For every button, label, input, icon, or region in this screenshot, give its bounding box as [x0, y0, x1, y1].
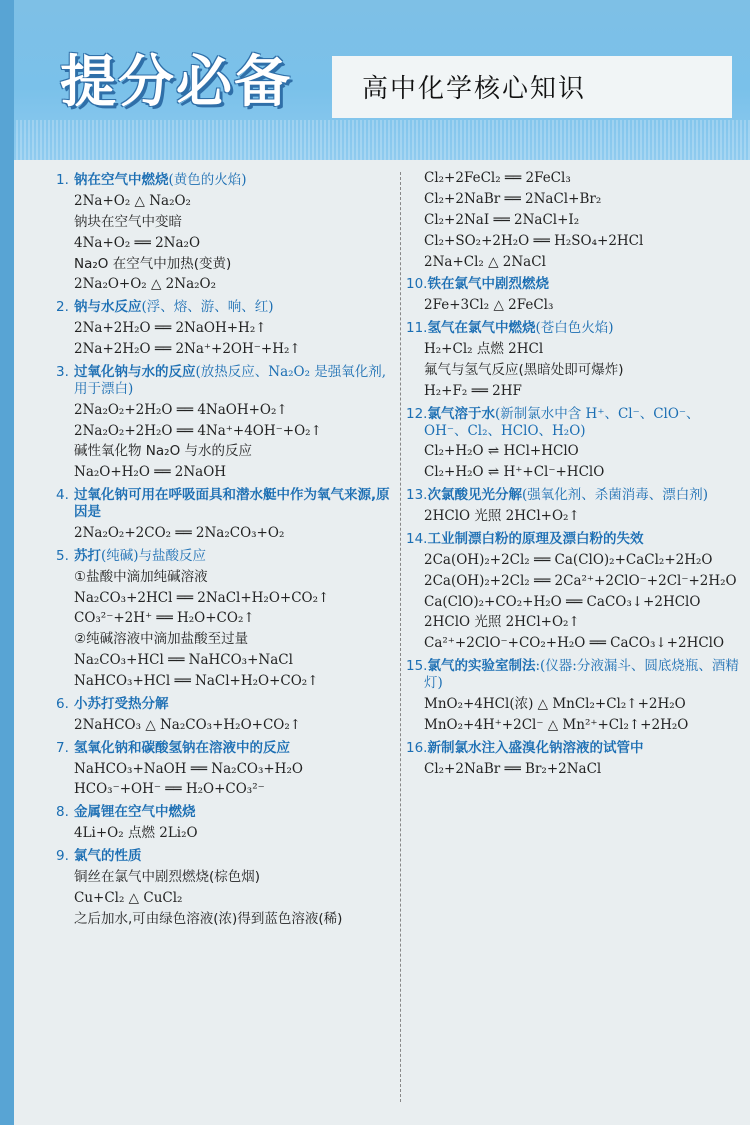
page-edge — [0, 0, 14, 1125]
section-heading: 氯气溶于水 — [427, 405, 495, 422]
equation: 2HClO 光照 2HCl+O₂↑ — [424, 614, 580, 631]
section-number: 14. — [406, 530, 428, 547]
section-title — [406, 740, 740, 757]
note-text: 之后加水,可由绿色溶液(浓)得到蓝色溶液(稀) — [74, 910, 343, 927]
note-text: ②纯碱溶液中滴加盐酸至过量 — [74, 631, 249, 648]
section-note: (黄色的火焰) — [168, 172, 247, 188]
section-heading: 氢氧化钠和碳酸氢钠在溶液中的反应 — [74, 739, 290, 756]
equation: 2Na+2H₂O ══ 2Na⁺+2OH⁻+H₂↑ — [74, 341, 301, 357]
equation: 2NaHCO₃ △ Na₂CO₃+H₂O+CO₂↑ — [74, 716, 302, 733]
section-title — [56, 804, 390, 821]
section-heading: 铁在氯气中剧烈燃烧 — [427, 276, 549, 293]
equation: 2Ca(OH)₂+2Cl₂ ══ Ca(ClO)₂+CaCl₂+2H₂O — [424, 551, 713, 568]
equation: 2Na+O₂ △ Na₂O₂ — [74, 192, 191, 209]
section-title — [56, 848, 390, 865]
section-title — [56, 172, 390, 189]
equation: Ca²⁺+2ClO⁻+CO₂+H₂O ══ CaCO₃↓+2HClO — [424, 635, 725, 652]
note-text: 铜丝在氯气中剧烈燃烧(棕色烟) — [74, 868, 261, 885]
section-title — [406, 658, 740, 692]
section-heading: 新制氯水注入盛溴化钠溶液的试管中 — [427, 739, 644, 756]
equation: Cl₂+2FeCl₂ ══ 2FeCl₃ — [424, 170, 571, 186]
section-number: 2. — [56, 299, 69, 316]
equation: MnO₂+4H⁺+2Cl⁻ △ Mn²⁺+Cl₂↑+2H₂O — [424, 716, 689, 733]
equation: H₂+F₂ ══ 2HF — [424, 382, 522, 399]
section-number: 16. — [406, 739, 428, 756]
right-column — [406, 166, 740, 777]
equation: Na₂O+H₂O ══ 2NaOH — [74, 464, 227, 481]
section-note: (强氧化剂、杀菌消毒、漂白剂) — [521, 487, 709, 504]
section-heading: 钠在空气中燃烧 — [74, 172, 169, 188]
equation: NaHCO₃+HCl ══ NaCl+H₂O+CO₂↑ — [74, 673, 319, 689]
section-number: 1. — [56, 172, 69, 188]
section-title — [56, 740, 390, 757]
equation: MnO₂+4HCl(浓) △ MnCl₂+Cl₂↑+2H₂O — [424, 695, 686, 712]
section-title — [56, 487, 390, 521]
equation: Na₂CO₃+HCl ══ NaHCO₃+NaCl — [74, 652, 293, 669]
equation: HCO₃⁻+OH⁻ ══ H₂O+CO₃²⁻ — [74, 781, 265, 798]
note-text: 碱性氧化物 Na₂O 与水的反应 — [74, 443, 252, 460]
section-title — [56, 299, 390, 316]
section-note: (纯碱)与盐酸反应 — [101, 547, 207, 564]
equation: Cl₂+2NaBr ══ Br₂+2NaCl — [424, 760, 602, 777]
equation: H₂+Cl₂ 点燃 2HCl — [424, 341, 544, 357]
section-number: 7. — [56, 739, 69, 756]
section-title — [406, 320, 740, 337]
section-note: :(仪器:分液漏斗、圆底烧瓶、酒精灯) — [424, 658, 739, 691]
equation: 4Na+O₂ ══ 2Na₂O — [74, 234, 201, 251]
equation: Na₂CO₃+2HCl ══ 2NaCl+H₂O+CO₂↑ — [74, 589, 330, 606]
section-number: 11. — [406, 320, 428, 337]
section-heading: 氯气的实验室制法 — [427, 658, 536, 675]
section-heading: 小苏打受热分解 — [74, 695, 169, 712]
equation: 2HClO 光照 2HCl+O₂↑ — [424, 508, 580, 524]
equation: 2Na₂O₂+2H₂O ══ 4NaOH+O₂↑ — [74, 401, 288, 418]
equation: 2Na₂O₂+2H₂O ══ 4Na⁺+4OH⁻+O₂↑ — [74, 422, 322, 439]
note-text: Na₂O 在空气中加热(变黄) — [74, 255, 232, 272]
section-number: 15. — [406, 658, 428, 675]
section-note: (放热反应、Na₂O₂ 是强氧化剂,用于漂白) — [74, 363, 387, 397]
equation: Cl₂+2NaI ══ 2NaCl+I₂ — [424, 211, 580, 228]
section-heading: 金属锂在空气中燃烧 — [74, 804, 196, 821]
equation: Cl₂+H₂O ⇌ H⁺+Cl⁻+HClO — [424, 464, 605, 481]
section-heading: 次氯酸见光分解 — [427, 487, 522, 504]
section-number: 8. — [56, 804, 69, 821]
section-heading: 过氧化钠可用在呼吸面具和潜水艇中作为氧气来源,原因是 — [74, 487, 390, 520]
equation: Cu+Cl₂ △ CuCl₂ — [74, 889, 183, 906]
equation: 2Na+2H₂O ══ 2NaOH+H₂↑ — [74, 320, 267, 337]
section-heading: 工业制漂白粉的原理及漂白粉的失效 — [427, 530, 644, 547]
equation: CO₃²⁻+2H⁺ ══ H₂O+CO₂↑ — [74, 610, 255, 627]
equation: Cl₂+2NaBr ══ 2NaCl+Br₂ — [424, 190, 602, 207]
section-heading: 氢气在氯气中燃烧 — [427, 320, 536, 337]
note-text: 钠块在空气中变暗 — [74, 213, 182, 230]
section-title — [56, 364, 390, 398]
page-title: 提分必备 — [60, 50, 292, 115]
note-text: ①盐酸中滴加纯碱溶液 — [74, 568, 208, 585]
section-number: 13. — [406, 487, 428, 504]
equation: Cl₂+SO₂+2H₂O ══ H₂SO₄+2HCl — [424, 232, 644, 249]
section-heading: 苏打 — [74, 547, 101, 564]
section-note: (苍白色火焰) — [535, 320, 614, 337]
equation: 2Na₂O₂+2CO₂ ══ 2Na₂CO₃+O₂ — [74, 524, 285, 541]
section-title — [406, 531, 740, 548]
equation: 2Fe+3Cl₂ △ 2FeCl₃ — [424, 297, 554, 314]
section-heading: 氯气的性质 — [74, 848, 142, 864]
equation: 4Li+O₂ 点燃 2Li₂O — [74, 825, 198, 842]
section-note: (浮、熔、游、响、红) — [141, 299, 274, 316]
section-number: 4. — [56, 487, 69, 504]
section-heading: 钠与水反应 — [74, 299, 142, 316]
section-number: 9. — [56, 848, 69, 864]
left-column — [56, 166, 390, 928]
section-number: 12. — [406, 405, 428, 422]
section-note: (新制氯水中含 H⁺、Cl⁻、ClO⁻、OH⁻、Cl₂、HClO、H₂O) — [424, 405, 700, 439]
equation: NaHCO₃+NaOH ══ Na₂CO₃+H₂O — [74, 760, 303, 777]
section-number: 3. — [56, 363, 69, 380]
note-text: 氟气与氢气反应(黑暗处即可爆炸) — [424, 361, 624, 378]
equation: 2Na+Cl₂ △ 2NaCl — [424, 253, 546, 270]
equation: 2Na₂O+O₂ △ 2Na₂O₂ — [74, 276, 217, 293]
section-title — [56, 696, 390, 713]
section-number: 6. — [56, 695, 69, 712]
equation: Ca(ClO)₂+CO₂+H₂O ══ CaCO₃↓+2HClO — [424, 593, 701, 610]
column-divider — [400, 172, 401, 1102]
header-decoration — [0, 120, 750, 160]
section-heading: 过氧化钠与水的反应 — [74, 363, 196, 380]
section-number: 5. — [56, 547, 69, 564]
section-number: 10. — [406, 276, 428, 293]
equation: 2Ca(OH)₂+2Cl₂ ══ 2Ca²⁺+2ClO⁻+2Cl⁻+2H₂O — [424, 572, 737, 589]
equation: Cl₂+H₂O ⇌ HCl+HClO — [424, 443, 579, 460]
section-title — [406, 406, 740, 440]
section-title — [406, 487, 740, 504]
section-title — [406, 276, 740, 293]
section-title — [56, 548, 390, 565]
page-subtitle: 高中化学核心知识 — [362, 74, 587, 104]
